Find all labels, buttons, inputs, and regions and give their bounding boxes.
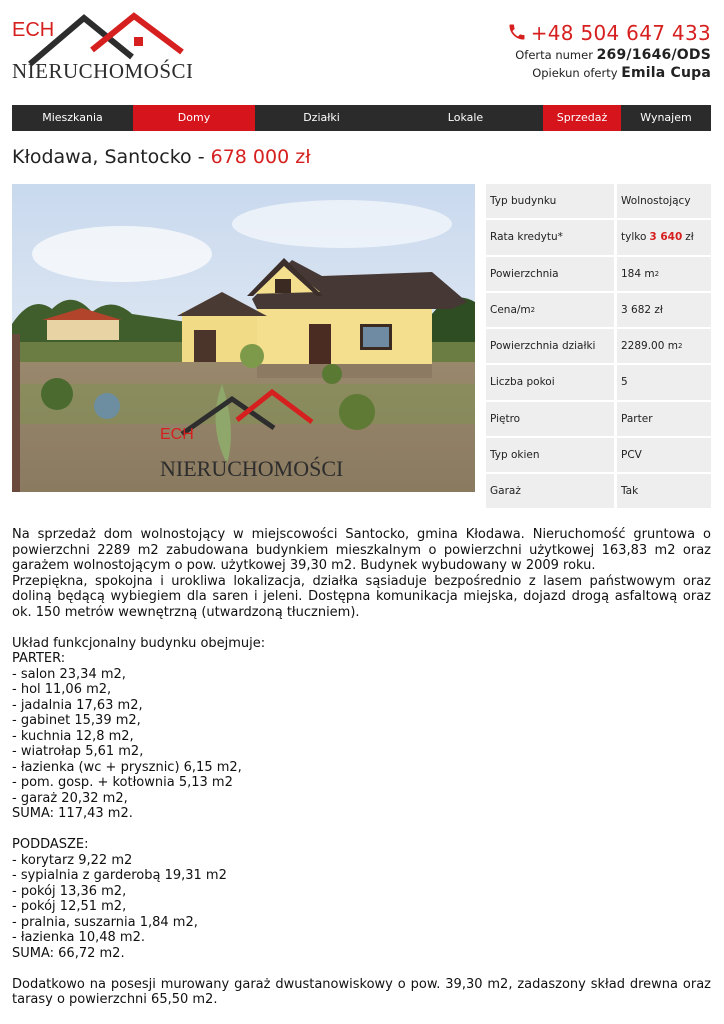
description-line: - pokój 13,36 m2, bbox=[12, 883, 127, 899]
detail-value: PCV bbox=[614, 438, 711, 472]
description-intro: Na sprzedaż dom wolnostojący w miejscowości Santocko, gmina Kłodawa. Nieruchomość gruntowa o powierzchni 2289 m2 zabudowana budynkiem mieszkalnym o powierzchni użytkowej 163,83 m2 oraz garażem wolnostojącym o pow. użytkowej 39,30 m2. Budynek wybudowany w 2009 roku. bbox=[12, 527, 711, 573]
detail-label: Piętro bbox=[490, 412, 521, 425]
detail-row-windows bbox=[486, 438, 711, 472]
description-line: - pokój 12,51 m2, bbox=[12, 899, 127, 914]
description-line: - wiatrołap 5,61 m2, bbox=[12, 744, 144, 759]
description-line: PODDASZE: bbox=[12, 837, 89, 852]
description-line: - gabinet 15,39 m2, bbox=[12, 713, 141, 728]
nav-item-wynajem[interactable]: Wynajem bbox=[640, 111, 692, 124]
listing-title bbox=[12, 146, 311, 168]
description-extra: Dodatkowo na posesji murowany garaż dwustanowiskowy o pow. 39,30 m2, zadaszony skład drewna oraz tarasy o powierzchni 65,50 m2. bbox=[12, 976, 711, 1007]
description-location: Przepiękna, spokojna i urokliwa lokalizacja, działka sąsiaduje bezpośrednio z lasem państwowym oraz doliną będącą wybiegiem dla saren i jeleni. Dostępna komunikacja miejska, dojazd drogą asfaltową oraz ok. 150 metrów wewnętrzną (utwardzoną tłuczniem). bbox=[12, 573, 711, 620]
description-line: - pralnia, suszarnia 1,84 m2, bbox=[12, 914, 198, 930]
logo-top-text: ECH bbox=[12, 19, 55, 41]
detail-value: 3 682 zł bbox=[614, 293, 711, 327]
property-photo[interactable] bbox=[12, 184, 475, 492]
nav-item-domy[interactable]: Domy bbox=[133, 105, 255, 131]
description-line: Układ funkcjonalny budynku obejmuje: bbox=[12, 635, 266, 651]
detail-row-rooms bbox=[486, 365, 711, 399]
description-line: - łazienka 10,48 m2. bbox=[12, 930, 145, 945]
description-line: - salon 23,34 m2, bbox=[12, 666, 126, 682]
offer-number-label: Oferta numer bbox=[515, 48, 593, 62]
description-line: - sypialnia z garderobą 19,31 m2 bbox=[12, 868, 227, 883]
detail-row-garage bbox=[486, 474, 711, 508]
detail-row-area bbox=[486, 257, 711, 291]
nav-item-mieszkania[interactable]: Mieszkania bbox=[42, 111, 103, 124]
detail-row-loan-rate bbox=[486, 220, 711, 254]
loan-prefix: tylko bbox=[621, 231, 647, 244]
detail-value: Wolnostojący bbox=[614, 184, 711, 218]
loan-amount: 3 640 bbox=[649, 231, 683, 244]
listing-location: Kłodawa, Santocko - bbox=[12, 146, 211, 168]
phone-text[interactable]: +48 504 647 433 bbox=[530, 21, 711, 45]
detail-row-building-type bbox=[486, 184, 711, 218]
description-line: SUMA: 117,43 m2. bbox=[12, 806, 133, 821]
description-line: SUMA: 66,72 m2. bbox=[12, 945, 125, 961]
layout-list bbox=[12, 636, 711, 822]
detail-label: Garaż bbox=[490, 485, 521, 498]
detail-label: Rata kredytu* bbox=[490, 231, 563, 244]
main-nav bbox=[12, 105, 711, 131]
nav-item-lokale[interactable]: Lokale bbox=[447, 111, 484, 124]
description-line: - pom. gosp. + kotłownia 5,13 m2 bbox=[12, 775, 233, 790]
nav-item-sprzedaz[interactable]: Sprzedaż bbox=[543, 105, 621, 131]
attic-list bbox=[12, 837, 711, 961]
detail-label: Typ budynku bbox=[490, 195, 557, 208]
detail-label: Cena/m 2 bbox=[490, 303, 536, 316]
detail-label: Typ okien bbox=[490, 448, 540, 461]
detail-label: Powierzchnia bbox=[490, 267, 559, 280]
detail-label: Powierzchnia działki bbox=[490, 340, 596, 353]
logo-brand-text: NIERUCHOMOŚCI bbox=[12, 59, 192, 82]
detail-row-plot-area bbox=[486, 329, 711, 363]
listing-price: 678 000 zł bbox=[210, 146, 311, 168]
photo-watermark-top: ECH bbox=[160, 426, 194, 443]
description-line: - hol 11,06 m2, bbox=[12, 682, 112, 697]
detail-row-price-per-m2 bbox=[486, 293, 711, 327]
offer-number: 269/1646/ODS bbox=[596, 47, 711, 63]
detail-value: 184 m 2 bbox=[614, 257, 711, 291]
description-line: PARTER: bbox=[12, 651, 66, 666]
description-line: - korytarz 9,22 m2 bbox=[12, 852, 133, 868]
property-details bbox=[486, 184, 711, 510]
description-line: - jadalnia 17,63 m2, bbox=[12, 697, 143, 713]
nav-item-dzialki[interactable]: Działki bbox=[303, 111, 340, 124]
description-line: - łazienka (wc + prysznic) 6,15 m2, bbox=[12, 759, 242, 775]
detail-value: Parter bbox=[614, 402, 711, 436]
company-logo[interactable] bbox=[12, 12, 192, 82]
detail-value: Tak bbox=[614, 474, 711, 508]
offer-number-line bbox=[507, 46, 711, 64]
detail-label: Liczba pokoi bbox=[490, 376, 555, 389]
photo-watermark-brand: NIERUCHOMOŚCI bbox=[160, 456, 344, 481]
phone-icon bbox=[507, 22, 527, 42]
detail-value: 2289.00 m 2 bbox=[614, 329, 711, 363]
contact-box bbox=[507, 20, 711, 82]
detail-value: 5 bbox=[614, 365, 711, 399]
caretaker-name: Emila Cupa bbox=[621, 65, 711, 81]
description-line: - kuchnia 12,8 m2, bbox=[12, 728, 134, 744]
detail-value bbox=[614, 220, 711, 254]
description-line: - garaż 20,32 m2, bbox=[12, 790, 128, 806]
listing-description bbox=[12, 527, 711, 1008]
caretaker-label: Opiekun oferty bbox=[532, 66, 618, 80]
loan-suffix: zł bbox=[685, 231, 694, 244]
phone-number[interactable] bbox=[507, 20, 711, 46]
detail-row-floor bbox=[486, 402, 711, 436]
caretaker-line bbox=[507, 64, 711, 82]
